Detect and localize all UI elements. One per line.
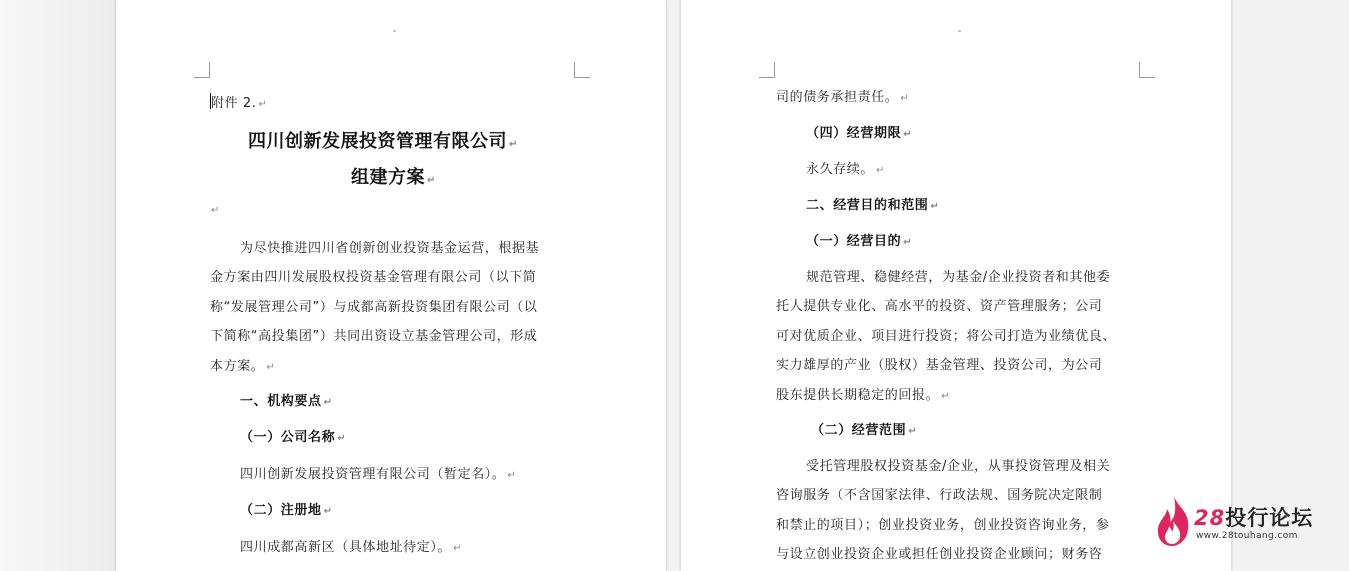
purpose-line: 可对优质企业、项目进行投资；将公司打造为业绩优良、 (776, 329, 1117, 344)
scope-line: 受托管理股权投资基金/企业，从事投资管理及相关 (806, 459, 1111, 474)
forum-watermark (1154, 495, 1344, 551)
crop-mark-top-left (759, 62, 775, 78)
crop-mark-top-right (574, 62, 590, 78)
intro-line: 下简称“高投集团”）共同出资设立基金管理公司，形成 (210, 329, 538, 344)
flame-logo-icon (1154, 495, 1194, 547)
sub4-heading: （四）经营期限 ↵ (806, 126, 913, 141)
scope-line: 咨询服务（不含国家法律、行政法规、国务院决定限制 (776, 488, 1103, 503)
sub4-text: 永久存续。 ↵ (806, 162, 885, 177)
sub1-heading: （一）公司名称 ↵ (240, 430, 347, 445)
sub1-text: 四川创新发展投资管理有限公司（暂定名）。 ↵ (240, 467, 517, 482)
page-top-marker (958, 30, 961, 32)
attachment-label: 附件 2. ↵ (211, 96, 268, 111)
watermark-title: 28投行论坛 (1194, 506, 1314, 530)
carry-over-line: 司的债务承担责任。 ↵ (776, 90, 910, 105)
scope-heading: （二）经营范围 ↵ (811, 423, 918, 438)
workspace-background (0, 0, 116, 571)
empty-paragraph: ↵ (211, 205, 220, 216)
intro-line: 为尽快推进四川省创新创业投资基金运营，根据基 (240, 241, 540, 256)
purpose-heading: （一）经营目的 ↵ (806, 234, 913, 249)
purpose-line: 实力雄厚的产业（股权）基金管理、投资公司，为公司 (776, 358, 1103, 373)
document-page-right[interactable] (681, 0, 1231, 571)
watermark-url: www.28touhang.com (1196, 531, 1298, 541)
intro-line: 金方案由四川发展股权投资基金管理有限公司（以下简 (210, 270, 537, 285)
crop-mark-top-left (194, 62, 210, 78)
purpose-line-last: 股东提供长期稳定的回报。 ↵ (776, 388, 951, 403)
scope-line: 与设立创业投资企业或担任创业投资企业顾问；财务咨 (776, 547, 1103, 562)
sub2-text: 四川成都高新区（具体地址待定）。 ↵ (240, 540, 463, 555)
section1-heading: 一、机构要点 ↵ (240, 394, 333, 409)
section2-heading: 二、经营目的和范围 ↵ (806, 198, 940, 213)
doc-title-line1: 四川创新发展投资管理有限公司 ↵ (248, 131, 518, 152)
intro-line-last: 本方案。 ↵ (210, 359, 276, 374)
doc-title-line2: 组建方案 ↵ (351, 167, 436, 188)
sub2-heading: （二）注册地 ↵ (240, 503, 333, 518)
purpose-line: 规范管理、稳健经营，为基金/企业投资者和其他委 (806, 270, 1111, 285)
intro-line: 称“发展管理公司”）与成都高新投资集团有限公司（以 (210, 300, 538, 315)
page-top-marker (393, 30, 396, 32)
purpose-line: 托人提供专业化、高水平的投资、资产管理服务；公司 (776, 299, 1103, 314)
crop-mark-top-right (1139, 62, 1155, 78)
document-page-left[interactable] (116, 0, 666, 571)
scope-line: 和禁止的项目）；创业投资业务，创业投资咨询业务，参 (776, 518, 1110, 533)
